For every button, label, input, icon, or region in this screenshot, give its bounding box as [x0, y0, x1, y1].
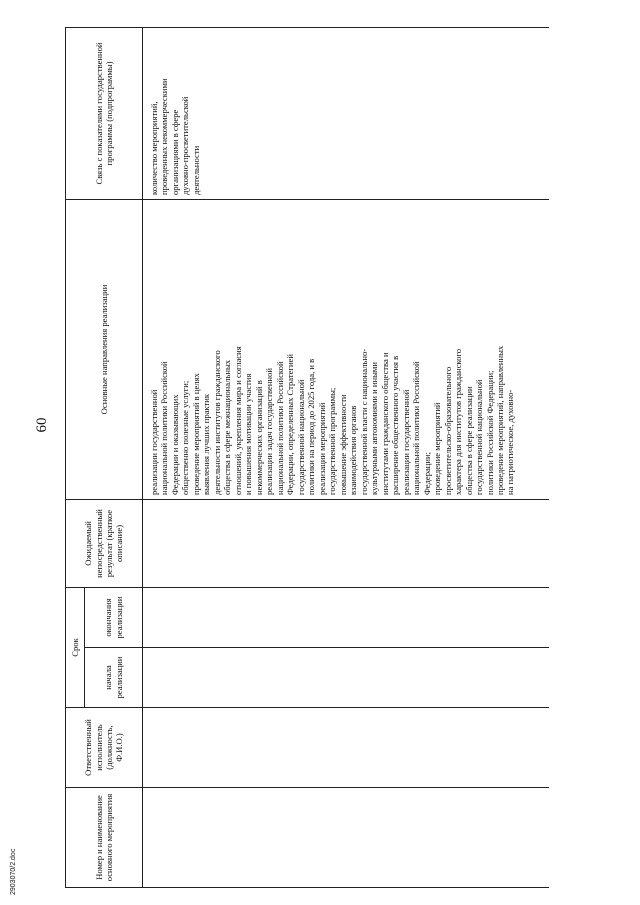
table-row — [143, 27, 550, 887]
text-line: расширение общественного участия в — [390, 355, 401, 495]
page-number: 60 — [34, 417, 50, 433]
header-responsible: Ответственный исполнитель (должность, Ф.И.О.) — [66, 708, 143, 788]
indicators-text — [149, 32, 201, 195]
text-line: и повышения мотивации участия — [243, 373, 254, 495]
text-line: некоммерческих организаций в — [253, 380, 264, 495]
text-line: институтами гражданского общества и — [379, 352, 390, 495]
header-end: окончания реализации — [85, 587, 143, 647]
text-line: национальной политики Российской — [411, 361, 422, 495]
text-line: проведенных некоммерческими — [159, 78, 170, 195]
directions-text — [149, 204, 516, 495]
text-line: общества в сфере межнациональных — [222, 359, 233, 495]
cell-directions — [143, 199, 550, 499]
header-directions: Основные направления реализации — [66, 199, 143, 499]
text-line: количество мероприятий, — [149, 101, 159, 195]
cell-end — [143, 587, 550, 647]
text-line: организациями в сфере — [169, 109, 180, 195]
footer-document-code: 2903070/2.doc — [10, 848, 17, 895]
cell-expected-result — [143, 499, 550, 587]
text-line: Федерации; — [421, 452, 432, 495]
rotated-table-container — [65, 28, 605, 888]
text-line: реализации государственной — [400, 389, 411, 495]
text-line: просветительско-образовательного — [442, 366, 453, 495]
text-line: выявления лучших практик — [201, 393, 212, 495]
text-line: на патриотическое, духовно- — [505, 389, 516, 495]
text-line: реализации задач государственной — [264, 368, 275, 495]
text-line: государственной программы; — [327, 387, 338, 495]
text-line: политики на период до 2025 года, и в — [306, 358, 317, 495]
cell-indicators — [143, 27, 550, 199]
text-line: Федерации и оказывающих — [169, 394, 180, 495]
cell-start — [143, 648, 550, 708]
text-line: деятельности — [190, 145, 201, 195]
text-line: государственной власти с национально- — [358, 348, 369, 495]
header-number-name: Номер и наименование основного мероприятия — [66, 788, 143, 888]
program-table — [65, 27, 549, 888]
header-expected-result: Ожидаемый непосредственный результат (краткое описание) — [66, 499, 143, 587]
text-line: проведение мероприятий — [432, 402, 443, 495]
text-line: национальной политики Российской — [159, 361, 170, 495]
text-line: политики Российской Федерации; — [484, 370, 495, 495]
text-line: взаимодействия органов — [348, 405, 359, 495]
header-row-1 — [66, 27, 85, 887]
text-line: государственной национальной — [295, 379, 306, 495]
text-line: Федерации, определенных Стратегией — [285, 354, 296, 495]
header-srok: Срок — [66, 587, 85, 707]
text-line: общества в сфере реализации — [463, 386, 474, 495]
text-line: повышение эффективности — [337, 394, 348, 495]
text-line: проведение мероприятий в целях — [190, 373, 201, 495]
text-line: деятельности институтов гражданского — [211, 350, 222, 495]
text-line: духовно-просветительской — [180, 96, 191, 195]
text-line: реализации государственной — [149, 389, 159, 495]
text-line: проведение мероприятий, направленных — [494, 345, 505, 495]
text-line: национальной политики Российской — [274, 361, 285, 495]
text-line: государственной национальной — [474, 379, 485, 495]
text-line: реализации мероприятий — [316, 402, 327, 495]
text-line: общественно полезные услуги; — [180, 380, 191, 495]
cell-responsible — [143, 708, 550, 788]
text-line: отношений, укрепления мира и согласия — [232, 346, 243, 495]
text-line: характера для институтов гражданского — [453, 348, 464, 495]
text-line: культурными автономиями и иными — [369, 362, 380, 495]
header-start: начала реализации — [85, 648, 143, 708]
cell-number-name — [143, 788, 550, 888]
header-indicators: Связь с показателями государственной программы (подпрограммы) — [66, 27, 143, 199]
